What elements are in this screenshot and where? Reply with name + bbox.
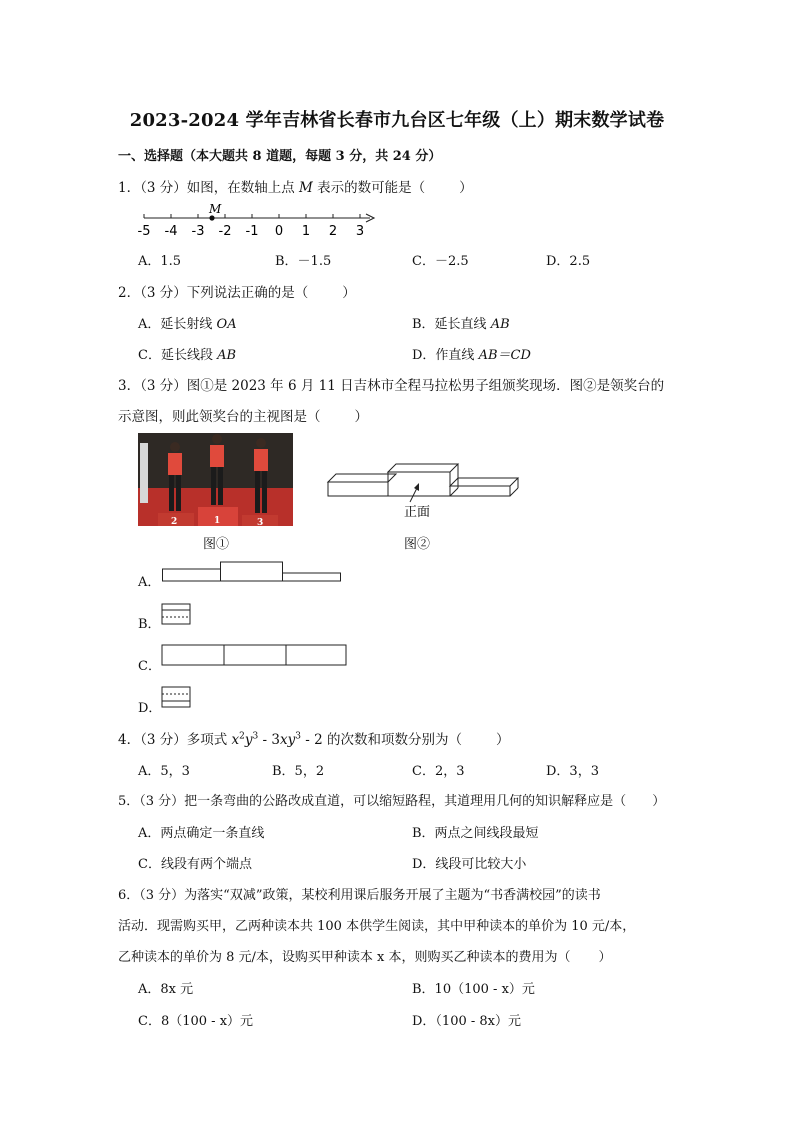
question-4-stem: 4．（3 分）多项式 $x^2y^3 - 3xy^3 - 2$ 的次数和项数分别为（ ） xyxy=(118,731,510,748)
podium-diagram xyxy=(326,462,526,524)
number-line-tick-label: -1 xyxy=(245,224,259,239)
point-m-label: M xyxy=(209,202,222,216)
exam-title: 2023-2024 学年吉林省长春市九台区七年级（上）期末数学试卷 xyxy=(129,110,665,131)
q4-option-b[interactable]: B．5，2 xyxy=(272,764,325,779)
podium-number-3: 3 xyxy=(257,518,264,526)
q1-option-a[interactable]: A．1.5 xyxy=(138,254,182,269)
number-line-tick-label: 2 xyxy=(328,224,338,239)
q2-option-c[interactable]: C．延长线段 AB xyxy=(138,348,237,363)
q4-option-d[interactable]: D．3，3 xyxy=(546,764,599,779)
question-6-stem-line2: 活动．现需购买甲，乙两种读本共 100 本供学生阅读，其中甲种读本的单价为 10 元/本， xyxy=(118,919,636,934)
question-3-stem-line1: 3．（3 分）图①是 2023 年 6 月 11 日吉林市全程马拉松男子组颁奖现场．图②是领奖台的 xyxy=(118,378,665,394)
q1-option-c[interactable]: C．－2.5 xyxy=(412,254,469,269)
q6-option-d[interactable]: D．（100 - 8x）元 xyxy=(412,1014,521,1029)
q4-option-c[interactable]: C．2，3 xyxy=(412,764,465,779)
question-6-stem-line1: 6．（3 分）为落实“双减”政策，某校利用课后服务开展了主题为“书香满校园”的读书 xyxy=(118,888,601,903)
front-label: 正面 xyxy=(404,505,431,520)
question-2-stem: 2．（3 分）下列说法正确的是（ ） xyxy=(118,285,356,301)
q5-option-a[interactable]: A．两点确定一条直线 xyxy=(138,826,265,841)
q1-option-b[interactable]: B．－1.5 xyxy=(275,254,332,269)
q6-option-b[interactable]: B．10（100 - x）元 xyxy=(412,982,535,997)
q3-option-c[interactable]: C． xyxy=(138,659,161,674)
q2-option-d[interactable]: D．作直线 AB＝CD xyxy=(412,348,531,363)
number-line-tick-label: -5 xyxy=(137,224,151,239)
q5-option-c[interactable]: C．线段有两个端点 xyxy=(138,857,252,872)
podium-photo-drawing xyxy=(138,433,293,526)
podium-number-1: 1 xyxy=(214,516,221,526)
question-5-stem: 5．（3 分）把一条弯曲的公路改成直道，可以缩短路程，其道理用几何的知识解释应是（ ） xyxy=(118,794,666,809)
number-line-tick-label: 0 xyxy=(274,224,284,239)
number-line-tick-label: -2 xyxy=(218,224,232,239)
podium-number-2: 2 xyxy=(171,517,178,526)
podium-photo xyxy=(138,433,293,526)
q6-option-c[interactable]: C．8（100 - x）元 xyxy=(138,1014,254,1029)
section-heading: 一、选择题（本大题共 8 道题，每题 3 分，共 24 分） xyxy=(118,149,442,164)
question-6-stem-line3: 乙种读本的单价为 8 元/本，设购买甲种读本 x 本，则购买乙种读本的费用为（ ） xyxy=(118,950,612,965)
q3-option-a-drawing[interactable] xyxy=(162,561,344,585)
q3-option-d-drawing[interactable] xyxy=(161,686,193,710)
point-m xyxy=(209,215,214,220)
number-line-figure xyxy=(130,198,390,240)
q3-option-c-drawing[interactable] xyxy=(161,644,351,668)
q3-option-d[interactable]: D． xyxy=(138,701,162,716)
q4-option-a[interactable]: A．5，3 xyxy=(138,764,190,779)
q2-option-a[interactable]: A．延长射线 OA xyxy=(138,317,237,332)
q5-option-d[interactable]: D．线段可比较大小 xyxy=(412,857,527,872)
polynomial-expression: $x^2y^3 - 3xy^3 - 2$ xyxy=(231,731,323,748)
q3-option-a[interactable]: A． xyxy=(138,575,161,590)
q1-option-d[interactable]: D．2.5 xyxy=(546,254,591,269)
q6-option-a[interactable]: A．8x 元 xyxy=(138,982,194,997)
q5-option-b[interactable]: B．两点之间线段最短 xyxy=(412,826,539,841)
number-line-tick-label: -4 xyxy=(164,224,178,239)
q2-option-b[interactable]: B．延长直线 AB xyxy=(412,317,510,332)
number-line-tick-label: 1 xyxy=(301,224,311,239)
figure-2-caption: 图② xyxy=(404,537,431,552)
q3-option-b[interactable]: B． xyxy=(138,617,161,632)
question-3-stem-line2: 示意图，则此领奖台的主视图是（ ） xyxy=(118,409,368,425)
number-line-tick-label: -3 xyxy=(191,224,205,239)
question-1-stem: 1．（3 分）如图，在数轴上点 M 表示的数可能是（ ） xyxy=(118,180,473,196)
figure-1-caption: 图① xyxy=(203,537,230,552)
number-line-tick-label: 3 xyxy=(355,224,365,239)
q3-option-b-drawing[interactable] xyxy=(161,603,193,627)
